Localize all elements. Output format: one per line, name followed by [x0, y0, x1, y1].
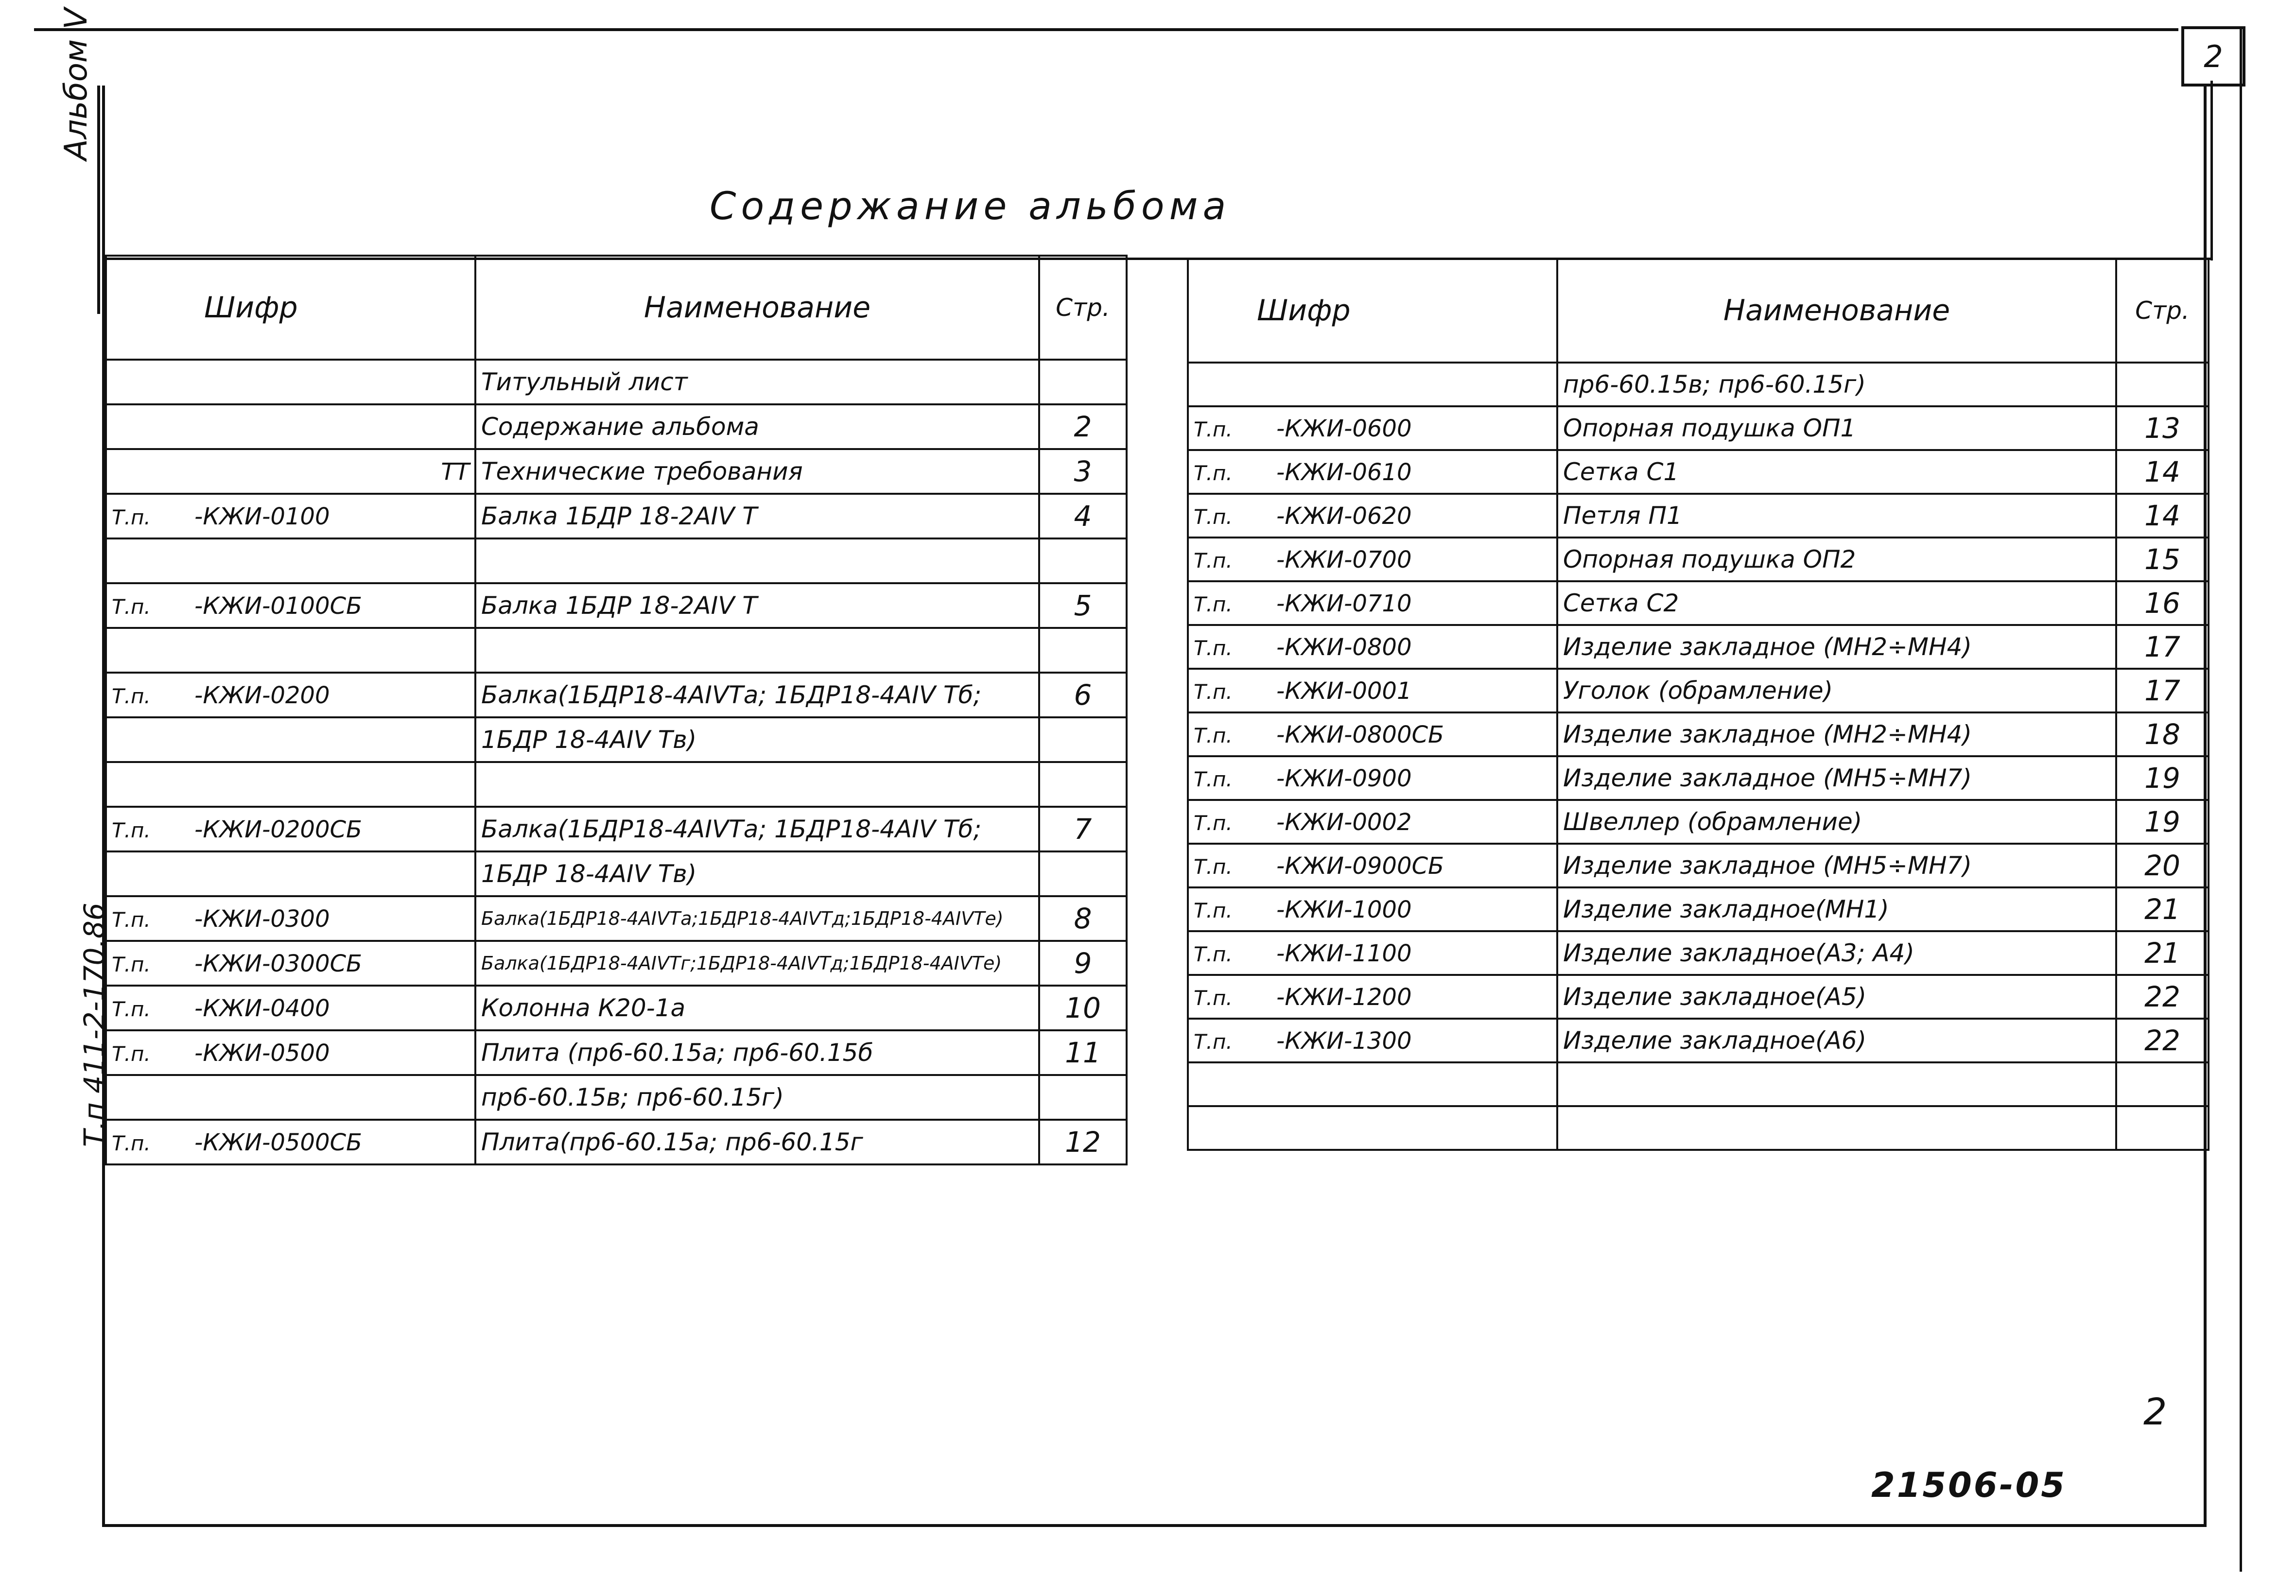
- table-row: [106, 449, 1127, 494]
- code-value: -КЖИ-0100: [194, 503, 330, 530]
- code-value: -КЖИ-0300: [194, 905, 330, 933]
- name-cell: Изделие закладное(А6): [1557, 1019, 2116, 1062]
- page-cell: 20: [2116, 844, 2209, 887]
- code-value: -КЖИ-0400: [194, 995, 330, 1022]
- table-row: [106, 404, 1127, 449]
- page-cell: [1039, 1075, 1127, 1120]
- tp-prefix: Т.п.: [1194, 724, 1233, 747]
- header-page: Стр.: [1039, 256, 1127, 360]
- table-row: [1188, 669, 2209, 712]
- code-cell: [106, 1120, 475, 1164]
- code-cell: [1188, 887, 1557, 931]
- tp-prefix: Т.п.: [112, 818, 151, 842]
- tp-prefix: Т.п.: [1194, 811, 1233, 835]
- name-cell: Изделие закладное(МН1): [1557, 887, 2116, 931]
- page-cell: [1039, 717, 1127, 762]
- name-cell: Изделие закладное (МН5÷МН7): [1557, 756, 2116, 800]
- name-cell: Балка(1БДР18-4АIVТг;1БДР18-4АIVТд;1БДР18-4АIVТе): [475, 941, 1039, 986]
- page-cell: [2116, 1106, 2209, 1150]
- code-cell: [106, 807, 475, 851]
- name-cell: Балка(1БДР18-4АIVТа; 1БДР18-4АIV Тб;: [475, 807, 1039, 851]
- name-cell: [475, 762, 1039, 807]
- table-row: [1188, 538, 2209, 581]
- name-cell: Изделие закладное (МН2÷МН4): [1557, 625, 2116, 669]
- code-cell: [106, 762, 475, 807]
- code-cell: [106, 851, 475, 896]
- table-row: [106, 896, 1127, 941]
- code-value: -КЖИ-1100: [1276, 940, 1412, 967]
- name-cell: Опорная подушка ОП1: [1557, 406, 2116, 450]
- name-cell: Изделие закладное (МН5÷МН7): [1557, 844, 2116, 887]
- tp-prefix: Т.п.: [1194, 417, 1233, 441]
- table-row: [106, 628, 1127, 673]
- table-row: [106, 583, 1127, 628]
- code-value: -КЖИ-0900СБ: [1276, 852, 1444, 880]
- code-cell: [106, 583, 475, 628]
- tp-prefix: Т.п.: [112, 684, 151, 708]
- page-cell: 3: [1039, 449, 1127, 494]
- page-cell: [2116, 1062, 2209, 1106]
- code-cell: [106, 986, 475, 1030]
- tp-prefix: Т.п.: [1194, 549, 1233, 572]
- page-cell: [1039, 851, 1127, 896]
- page-number: 2: [2204, 38, 2223, 74]
- album-label: Альбом V: [58, 8, 94, 160]
- code-value: -КЖИ-0610: [1276, 459, 1412, 486]
- table-row: [106, 851, 1127, 896]
- page-cell: 9: [1039, 941, 1127, 986]
- name-cell: Изделие закладное(А5): [1557, 975, 2116, 1019]
- sheet-number: 2: [2143, 1390, 2167, 1433]
- code-cell: [1188, 800, 1557, 844]
- page-cell: [1039, 360, 1127, 404]
- name-cell: Изделие закладное (МН2÷МН4): [1557, 712, 2116, 756]
- tp-prefix: Т.п.: [112, 1042, 151, 1066]
- page-cell: 19: [2116, 800, 2209, 844]
- code-cell: [106, 896, 475, 941]
- table-row: [1188, 975, 2209, 1019]
- code-value: -КЖИ-0710: [1276, 590, 1412, 617]
- page-cell: 2: [1039, 404, 1127, 449]
- tp-prefix: Т.п.: [1194, 636, 1233, 660]
- code-cell: [106, 404, 475, 449]
- code-cell: [106, 360, 475, 404]
- page-cell: [1039, 538, 1127, 583]
- code-cell: [1188, 756, 1557, 800]
- name-cell: 1БДР 18-4АIV Тв): [475, 851, 1039, 896]
- name-cell: пр6-60.15в; пр6-60.15г): [475, 1075, 1039, 1120]
- page-cell: [2116, 363, 2209, 406]
- code-value: -КЖИ-0700: [1276, 546, 1412, 573]
- frame-inner-right-line: [2210, 81, 2213, 260]
- tp-prefix: Т.п.: [1194, 942, 1233, 966]
- code-value: -КЖИ-0200: [194, 682, 330, 709]
- header-page: Стр.: [2116, 259, 2209, 363]
- code-value: -КЖИ-0200СБ: [194, 816, 362, 843]
- table-row: [106, 673, 1127, 717]
- table-row: [1188, 625, 2209, 669]
- name-cell: [475, 538, 1039, 583]
- page-cell: 11: [1039, 1030, 1127, 1075]
- code-cell: [1188, 1019, 1557, 1062]
- code-cell: [1188, 669, 1557, 712]
- code-value: -КЖИ-0500СБ: [194, 1129, 362, 1156]
- code-value: -КЖИ-0500: [194, 1040, 330, 1067]
- code-cell: [106, 494, 475, 538]
- page-cell: 17: [2116, 669, 2209, 712]
- code-cell: [1188, 844, 1557, 887]
- name-cell: Опорная подушка ОП2: [1557, 538, 2116, 581]
- page-cell: 16: [2116, 581, 2209, 625]
- code-cell: [1188, 712, 1557, 756]
- code-cell: [106, 628, 475, 673]
- page-cell: 21: [2116, 887, 2209, 931]
- table-row: [1188, 931, 2209, 975]
- page-cell: 7: [1039, 807, 1127, 851]
- code-cell: [1188, 494, 1557, 538]
- page-cell: [1039, 762, 1127, 807]
- table-row: [1188, 1062, 2209, 1106]
- page-cell: 13: [2116, 406, 2209, 450]
- header-code: Шифр: [106, 256, 475, 360]
- table-row: [106, 494, 1127, 538]
- code-value: -КЖИ-0001: [1276, 677, 1412, 705]
- code-value: -КЖИ-1300: [1276, 1027, 1412, 1055]
- contents-table-right: [1187, 258, 2209, 1151]
- table-row: [1188, 756, 2209, 800]
- page-title: Содержание альбома: [710, 185, 1231, 228]
- frame-right-rail: [2240, 26, 2242, 1572]
- code-cell: [1188, 538, 1557, 581]
- name-cell: Титульный лист: [475, 360, 1039, 404]
- page-cell: 19: [2116, 756, 2209, 800]
- page-cell: 14: [2116, 450, 2209, 494]
- table-row: [106, 986, 1127, 1030]
- code-value: -КЖИ-0100СБ: [194, 592, 362, 620]
- page-cell: 6: [1039, 673, 1127, 717]
- code-cell: [1188, 1106, 1557, 1150]
- tp-prefix: Т.п.: [1194, 461, 1233, 485]
- name-cell: Технические требования: [475, 449, 1039, 494]
- tp-prefix: Т.п.: [1194, 855, 1233, 879]
- page-cell: 10: [1039, 986, 1127, 1030]
- tp-prefix: Т.п.: [1194, 592, 1233, 616]
- code-cell: [106, 1030, 475, 1075]
- name-cell: [1557, 1062, 2116, 1106]
- table-header-row: [106, 256, 1127, 360]
- tp-prefix: Т.п.: [1194, 505, 1233, 529]
- page-cell: 15: [2116, 538, 2209, 581]
- name-cell: Балка(1БДР18-4АIVТа; 1БДР18-4АIV Тб;: [475, 673, 1039, 717]
- table-row: [1188, 1019, 2209, 1062]
- table-row: [106, 360, 1127, 404]
- table-row: [106, 762, 1127, 807]
- page-cell: 21: [2116, 931, 2209, 975]
- side-document-code: Т.п 411-2-170.86: [78, 902, 111, 1147]
- tp-prefix: Т.п.: [112, 505, 151, 529]
- tp-prefix: Т.п.: [1194, 1030, 1233, 1054]
- name-cell: Балка 1БДР 18-2АIV Т: [475, 583, 1039, 628]
- table-row: [106, 1030, 1127, 1075]
- name-cell: Плита (пр6-60.15а; пр6-60.15б: [475, 1030, 1039, 1075]
- code-value: -КЖИ-0900: [1276, 765, 1412, 792]
- name-cell: [475, 628, 1039, 673]
- page-cell: 12: [1039, 1120, 1127, 1164]
- code-cell: [106, 538, 475, 583]
- code-value: ТТ: [441, 458, 470, 486]
- table-row: [106, 941, 1127, 986]
- code-value: -КЖИ-0620: [1276, 503, 1412, 530]
- tp-prefix: Т.п.: [1194, 899, 1233, 922]
- code-cell: [1188, 581, 1557, 625]
- code-cell: [1188, 450, 1557, 494]
- page-cell: 14: [2116, 494, 2209, 538]
- page-cell: 5: [1039, 583, 1127, 628]
- code-cell: [1188, 625, 1557, 669]
- album-label-divider: [97, 86, 100, 314]
- code-value: -КЖИ-1000: [1276, 896, 1412, 923]
- code-cell: [106, 717, 475, 762]
- name-cell: Изделие закладное(А3; А4): [1557, 931, 2116, 975]
- code-cell: [1188, 931, 1557, 975]
- name-cell: Петля П1: [1557, 494, 2116, 538]
- table-row: [1188, 581, 2209, 625]
- code-cell: [106, 449, 475, 494]
- name-cell: Сетка С1: [1557, 450, 2116, 494]
- table-row: [1188, 494, 2209, 538]
- tp-prefix: Т.п.: [112, 997, 151, 1021]
- tp-prefix: Т.п.: [1194, 680, 1233, 704]
- header-code: Шифр: [1188, 259, 1557, 363]
- contents-table-left: [105, 255, 1128, 1165]
- table-header-row: [1188, 259, 2209, 363]
- frame-top-line: [34, 28, 2178, 31]
- page-cell: 22: [2116, 975, 2209, 1019]
- name-cell: пр6-60.15в; пр6-60.15г): [1557, 363, 2116, 406]
- code-cell: [1188, 1062, 1557, 1106]
- table-row: [106, 1075, 1127, 1120]
- document-number: 21506-05: [1871, 1465, 2067, 1505]
- page-cell: 17: [2116, 625, 2209, 669]
- header-name: Наименование: [475, 256, 1039, 360]
- name-cell: [1557, 1106, 2116, 1150]
- name-cell: Балка 1БДР 18-2АIV Т: [475, 494, 1039, 538]
- table-row: [1188, 844, 2209, 887]
- tp-prefix: Т.п.: [112, 953, 151, 976]
- name-cell: Сетка С2: [1557, 581, 2116, 625]
- page-cell: [1039, 628, 1127, 673]
- table-row: [106, 717, 1127, 762]
- name-cell: Плита(пр6-60.15а; пр6-60.15г: [475, 1120, 1039, 1164]
- table-row: [106, 538, 1127, 583]
- tp-prefix: Т.п.: [112, 1131, 151, 1155]
- tp-prefix: Т.п.: [112, 595, 151, 619]
- table-row: [1188, 450, 2209, 494]
- code-value: -КЖИ-1200: [1276, 984, 1412, 1011]
- table-row: [1188, 363, 2209, 406]
- page-number-box: [2181, 26, 2245, 87]
- code-value: -КЖИ-0800: [1276, 634, 1412, 661]
- code-value: -КЖИ-0002: [1276, 809, 1412, 836]
- table-row: [106, 807, 1127, 851]
- table-row: [1188, 887, 2209, 931]
- page-cell: 4: [1039, 494, 1127, 538]
- name-cell: Швеллер (обрамление): [1557, 800, 2116, 844]
- name-cell: Содержание альбома: [475, 404, 1039, 449]
- tp-prefix: Т.п.: [1194, 767, 1233, 791]
- code-cell: [1188, 406, 1557, 450]
- header-name: Наименование: [1557, 259, 2116, 363]
- code-cell: [106, 673, 475, 717]
- code-cell: [1188, 363, 1557, 406]
- table-row: [1188, 1106, 2209, 1150]
- code-value: -КЖИ-0600: [1276, 415, 1412, 442]
- name-cell: Уголок (обрамление): [1557, 669, 2116, 712]
- name-cell: Колонна К20-1а: [475, 986, 1039, 1030]
- table-row: [1188, 712, 2209, 756]
- name-cell: Балка(1БДР18-4АIVТа;1БДР18-4АIVТд;1БДР18-4АIVТе): [475, 896, 1039, 941]
- table-row: [106, 1120, 1127, 1164]
- code-cell: [106, 1075, 475, 1120]
- code-value: -КЖИ-0300СБ: [194, 950, 362, 977]
- page-cell: 18: [2116, 712, 2209, 756]
- code-cell: [1188, 975, 1557, 1019]
- tp-prefix: Т.п.: [1194, 986, 1233, 1010]
- table-row: [1188, 800, 2209, 844]
- page-cell: 22: [2116, 1019, 2209, 1062]
- code-cell: [106, 941, 475, 986]
- code-value: -КЖИ-0800СБ: [1276, 721, 1444, 748]
- name-cell: 1БДР 18-4АIV Тв): [475, 717, 1039, 762]
- page-cell: 8: [1039, 896, 1127, 941]
- tp-prefix: Т.п.: [112, 908, 151, 932]
- table-row: [1188, 406, 2209, 450]
